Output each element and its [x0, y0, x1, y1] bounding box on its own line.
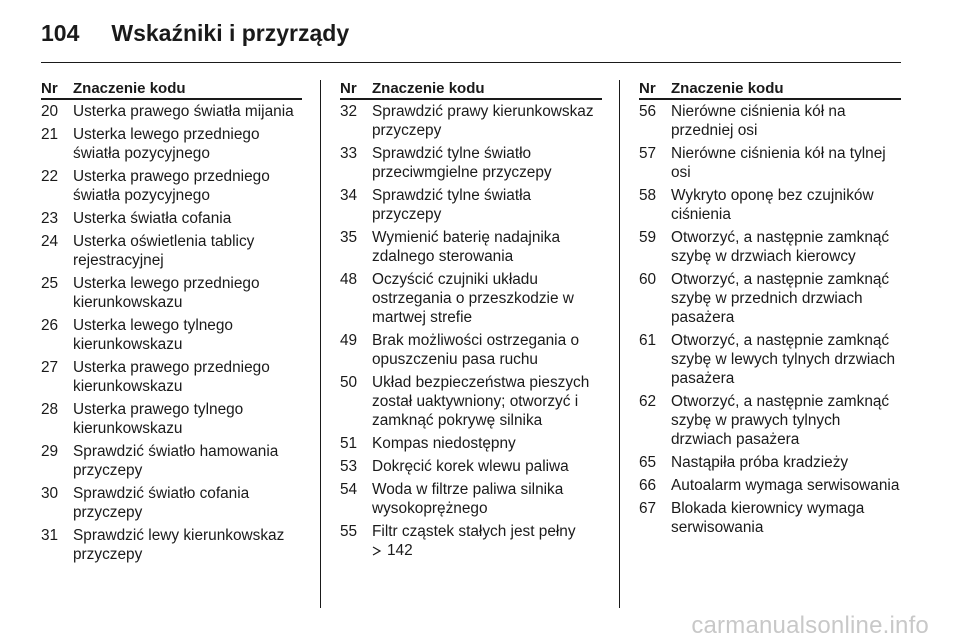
- code-description: [73, 484, 302, 522]
- error-code: 58: [639, 187, 657, 204]
- code-description: [73, 167, 302, 205]
- table-row: [340, 186, 602, 224]
- error-code: 24: [41, 233, 59, 250]
- code-description-text: Kompas niedostępny: [372, 435, 516, 452]
- header-rule: [41, 62, 901, 63]
- code-description-text: Usterka lewego przedniego kierunkowskazu: [73, 275, 260, 311]
- code-description-text: Otworzyć, a następnie zamknąć szybę w drzwiach kierowcy: [671, 229, 890, 265]
- code-description: [671, 102, 901, 140]
- table-rows: [41, 102, 302, 564]
- error-code: 21: [41, 126, 59, 143]
- code-description: [671, 453, 901, 472]
- code-description: [372, 331, 602, 369]
- code-description: [73, 102, 302, 121]
- error-code: 27: [41, 359, 59, 376]
- error-code: 33: [340, 145, 358, 162]
- code-description: [73, 316, 302, 354]
- code-description-text: Usterka światła cofania: [73, 210, 232, 227]
- code-description-text: Otworzyć, a następnie zamknąć szybę w przednich drzwiach pasażera: [671, 271, 890, 326]
- column-divider: [320, 80, 321, 608]
- page-reference-link[interactable]: [372, 541, 413, 560]
- error-code: 54: [340, 481, 358, 498]
- header-nr: Nr: [639, 80, 656, 97]
- code-description: [671, 499, 901, 537]
- table-header: [639, 80, 901, 100]
- code-description-text: Otworzyć, a następnie zamknąć szybę w prawych tylnych drzwiach pasażera: [671, 393, 890, 448]
- table-row: [639, 499, 901, 537]
- code-description: [73, 358, 302, 396]
- table-rows: [639, 102, 901, 537]
- error-code: 50: [340, 374, 358, 391]
- table-header: [340, 80, 602, 100]
- code-description-text: Usterka prawego przedniego światła pozycyjnego: [73, 168, 270, 204]
- code-description-text: Wymienić baterię nadajnika zdalnego sterowania: [372, 229, 561, 265]
- code-description-text: Nierówne ciśnienia kół na przedniej osi: [671, 103, 846, 139]
- code-description: [671, 228, 901, 266]
- code-description: [671, 270, 901, 327]
- error-code: 59: [639, 229, 657, 246]
- code-description-text: Sprawdzić światło hamowania przyczepy: [73, 443, 279, 479]
- code-description: [372, 102, 602, 140]
- table-row: [340, 434, 602, 453]
- table-row: [340, 373, 602, 430]
- code-description-text: Usterka prawego tylnego kierunkowskazu: [73, 401, 244, 437]
- code-description: [73, 442, 302, 480]
- error-code: 34: [340, 187, 358, 204]
- header-meaning: Znaczenie kodu: [73, 80, 186, 97]
- table-row: [639, 228, 901, 266]
- table-row: [639, 476, 901, 495]
- code-description-text: Brak możliwości ostrzegania o opuszczeniu pasa ruchu: [372, 332, 579, 368]
- error-code: 60: [639, 271, 657, 288]
- code-description: [671, 186, 901, 224]
- code-description: [671, 331, 901, 388]
- code-description-text: Sprawdzić prawy kierunkowskaz przyczepy: [372, 103, 594, 139]
- code-description-text: Usterka prawego światła mijania: [73, 103, 294, 120]
- error-code: 53: [340, 458, 358, 475]
- code-description: [372, 144, 602, 182]
- code-table-column-3: [639, 80, 901, 541]
- code-description-text: Sprawdzić światło cofania przyczepy: [73, 485, 250, 521]
- table-row: [639, 144, 901, 182]
- code-description: [372, 270, 602, 327]
- code-description-text: Sprawdzić tylne światła przyczepy: [372, 187, 532, 223]
- code-description-text: Woda w filtrze paliwa silnika wysokoprężnego: [372, 481, 564, 517]
- error-code: 48: [340, 271, 358, 288]
- code-description-text: Dokręcić korek wlewu paliwa: [372, 458, 569, 475]
- table-row: [340, 480, 602, 518]
- code-description-text: Układ bezpieczeństwa pieszych został uaktywniony; otworzyć i zamknąć pokrywę silnika: [372, 374, 590, 429]
- table-rows: [340, 102, 602, 561]
- page-number: 104: [41, 19, 80, 46]
- code-description: [372, 186, 602, 224]
- error-code: 51: [340, 435, 358, 452]
- table-row: [639, 270, 901, 327]
- table-row: [41, 232, 302, 270]
- code-table-column-1: [41, 80, 302, 568]
- code-description-text: Blokada kierownicy wymaga serwisowania: [671, 500, 865, 536]
- error-code: 26: [41, 317, 59, 334]
- code-description: [372, 228, 602, 266]
- header-meaning: Znaczenie kodu: [372, 80, 485, 97]
- code-description-text: Nierówne ciśnienia kół na tylnej osi: [671, 145, 886, 181]
- code-description: [372, 373, 602, 430]
- table-row: [41, 125, 302, 163]
- table-row: [41, 358, 302, 396]
- code-description: [73, 232, 302, 270]
- watermark: carmanualsonline.info: [691, 612, 929, 639]
- error-code: 66: [639, 477, 657, 494]
- code-description-text: Nastąpiła próba kradzieży: [671, 454, 849, 471]
- header-meaning: Znaczenie kodu: [671, 80, 784, 97]
- code-description: [372, 434, 602, 453]
- error-code: 55: [340, 523, 358, 540]
- code-description-text: Autoalarm wymaga serwisowania: [671, 477, 900, 494]
- error-code: 23: [41, 210, 59, 227]
- error-code: 67: [639, 500, 657, 517]
- page-title: Wskaźniki i przyrządy: [111, 19, 350, 46]
- table-row: [639, 331, 901, 388]
- code-description-text: Sprawdzić tylne światło przeciwmgielne przyczepy: [372, 145, 552, 181]
- error-code: 22: [41, 168, 59, 185]
- header-nr: Nr: [41, 80, 58, 97]
- table-row: [340, 457, 602, 476]
- error-code: 49: [340, 332, 358, 349]
- page-reference-number: 142: [387, 542, 413, 559]
- code-description-text: Filtr cząstek stałych jest pełny: [372, 523, 576, 540]
- error-code: 31: [41, 527, 59, 544]
- error-code: 35: [340, 229, 358, 246]
- table-row: [41, 316, 302, 354]
- table-row: [340, 331, 602, 369]
- code-description-text: Wykryto oponę bez czujników ciśnienia: [671, 187, 874, 223]
- table-row: [639, 392, 901, 449]
- page-header: [41, 18, 349, 48]
- table-row: [41, 102, 302, 121]
- table-row: [340, 522, 602, 561]
- error-code: 65: [639, 454, 657, 471]
- error-code: 29: [41, 443, 59, 460]
- table-row: [340, 102, 602, 140]
- error-code: 62: [639, 393, 657, 410]
- table-row: [41, 209, 302, 228]
- error-code: 57: [639, 145, 657, 162]
- table-row: [41, 484, 302, 522]
- code-description: [372, 457, 602, 476]
- table-row: [639, 453, 901, 472]
- code-description-text: Oczyścić czujniki układu ostrzegania o przeszkodzie w martwej strefie: [372, 271, 574, 326]
- table-row: [41, 274, 302, 312]
- page-reference-arrow-icon: [372, 546, 382, 556]
- error-code: 25: [41, 275, 59, 292]
- code-description: [73, 526, 302, 564]
- error-code: 61: [639, 332, 657, 349]
- table-row: [639, 102, 901, 140]
- code-description: [73, 400, 302, 438]
- code-description-text: Sprawdzić lewy kierunkowskaz przyczepy: [73, 527, 285, 563]
- table-row: [639, 186, 901, 224]
- code-description: [73, 125, 302, 163]
- error-code: 32: [340, 103, 358, 120]
- code-description-text: Usterka lewego przedniego światła pozycyjnego: [73, 126, 260, 162]
- error-code: 28: [41, 401, 59, 418]
- code-description: [372, 480, 602, 518]
- code-description-text: Otworzyć, a następnie zamknąć szybę w lewych tylnych drzwiach pasażera: [671, 332, 896, 387]
- code-description: [73, 274, 302, 312]
- table-row: [340, 228, 602, 266]
- code-description: [671, 392, 901, 449]
- table-row: [41, 400, 302, 438]
- code-table-column-2: [340, 80, 602, 565]
- table-row: [41, 442, 302, 480]
- error-code: 56: [639, 103, 657, 120]
- table-row: [41, 526, 302, 564]
- error-code: 20: [41, 103, 59, 120]
- column-divider: [619, 80, 620, 608]
- code-description-text: Usterka prawego przedniego kierunkowskazu: [73, 359, 270, 395]
- code-description: [671, 476, 901, 495]
- code-description: [73, 209, 302, 228]
- table-header: [41, 80, 302, 100]
- table-row: [340, 144, 602, 182]
- code-description-text: Usterka oświetlenia tablicy rejestracyjnej: [73, 233, 255, 269]
- table-row: [41, 167, 302, 205]
- code-description-text: Usterka lewego tylnego kierunkowskazu: [73, 317, 233, 353]
- code-description: [671, 144, 901, 182]
- code-description: [372, 522, 602, 561]
- table-row: [340, 270, 602, 327]
- error-code: 30: [41, 485, 59, 502]
- header-nr: Nr: [340, 80, 357, 97]
